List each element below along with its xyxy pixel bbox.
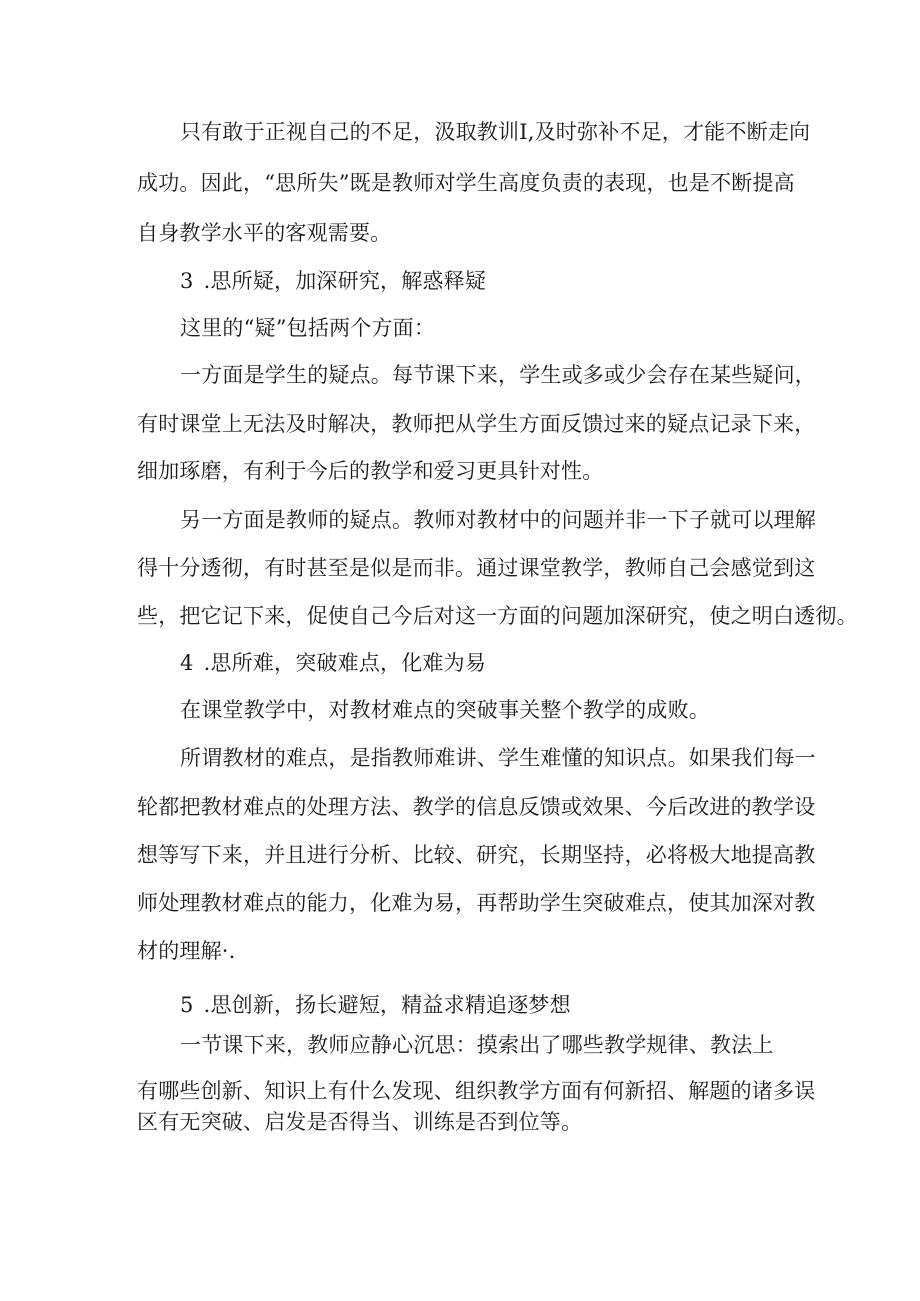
- paragraph-line: 有哪些创新、知识上有什么发现、组织教学方面有何新招、解题的诸多误: [137, 1079, 816, 1103]
- paragraph-line: 一节课下来，教师应静心沉思：摸索出了哪些教学规律、教法上: [180, 1033, 774, 1057]
- section-title: .思创新，扬长避短，精益求精追逐梦想: [203, 993, 571, 1017]
- section-number: 5: [180, 993, 194, 1017]
- paragraph-line: 所谓教材的难点，是指教师难讲、学生难懂的知识点。如果我们每一: [180, 746, 816, 770]
- section-heading-5: [0, 990, 920, 1020]
- paragraph-line: 另一方面是教师的疑点。教师对教材中的问题并非一下子就可以理解: [180, 508, 816, 532]
- paragraph-line: 一方面是学生的疑点。每节课下来，学生或多或少会存在某些疑问，: [180, 363, 816, 387]
- paragraph-line: 得十分透彻，有时甚至是似是而非。通过课堂教学，教师自己会感觉到这: [137, 556, 816, 580]
- paragraph-line: 有时课堂上无法及时解决，教师把从学生方面反馈过来的疑点记录下来，: [137, 412, 816, 436]
- paragraph-line: 材的理解·.: [137, 939, 236, 963]
- paragraph-line: 成功。因此，“思所失”既是教师对学生高度负责的表现，也是不断提高: [137, 171, 795, 195]
- paragraph-line: 轮都把教材难点的处理方法、教学的信息反馈或效果、今后改进的教学设: [137, 795, 816, 819]
- paragraph-line: 细加琢磨，有利于今后的教学和爱习更具针对性。: [137, 459, 604, 483]
- paragraph-line: 只有敢于正视自己的不足，汲取教训I,及时弥补不足，才能不断走向: [180, 120, 811, 144]
- section-title: .思所疑，加深研究，解惑释疑: [203, 269, 487, 293]
- paragraph-line: 些，把它记下来，促使自己今后对这一方面的问题加深研究，使之明白透彻。: [137, 604, 858, 628]
- paragraph-line: 师处理教材难点的能力，化难为易，再帮助学生突破难点，使其加深对教: [137, 891, 816, 915]
- paragraph-line: 想等写下来，并且进行分析、比较、研究，长期坚持，必将极大地提高教: [137, 843, 816, 867]
- section-number: 4: [180, 651, 194, 675]
- section-heading-4: [0, 648, 920, 678]
- section-number: 3: [180, 269, 194, 293]
- paragraph-line: 在课堂教学中，对教材难点的突破事关整个教学的成败。: [180, 698, 710, 722]
- paragraph-line: 自身教学水平的客观需要。: [137, 221, 392, 245]
- section-heading-3: [0, 266, 920, 296]
- paragraph-line: 这里的“疑”包括两个方面：: [180, 316, 436, 340]
- section-title: .思所难，突破难点，化难为易: [203, 651, 487, 675]
- paragraph-line: 区有无突破、启发是否得当、训练是否到位等。: [137, 1110, 583, 1134]
